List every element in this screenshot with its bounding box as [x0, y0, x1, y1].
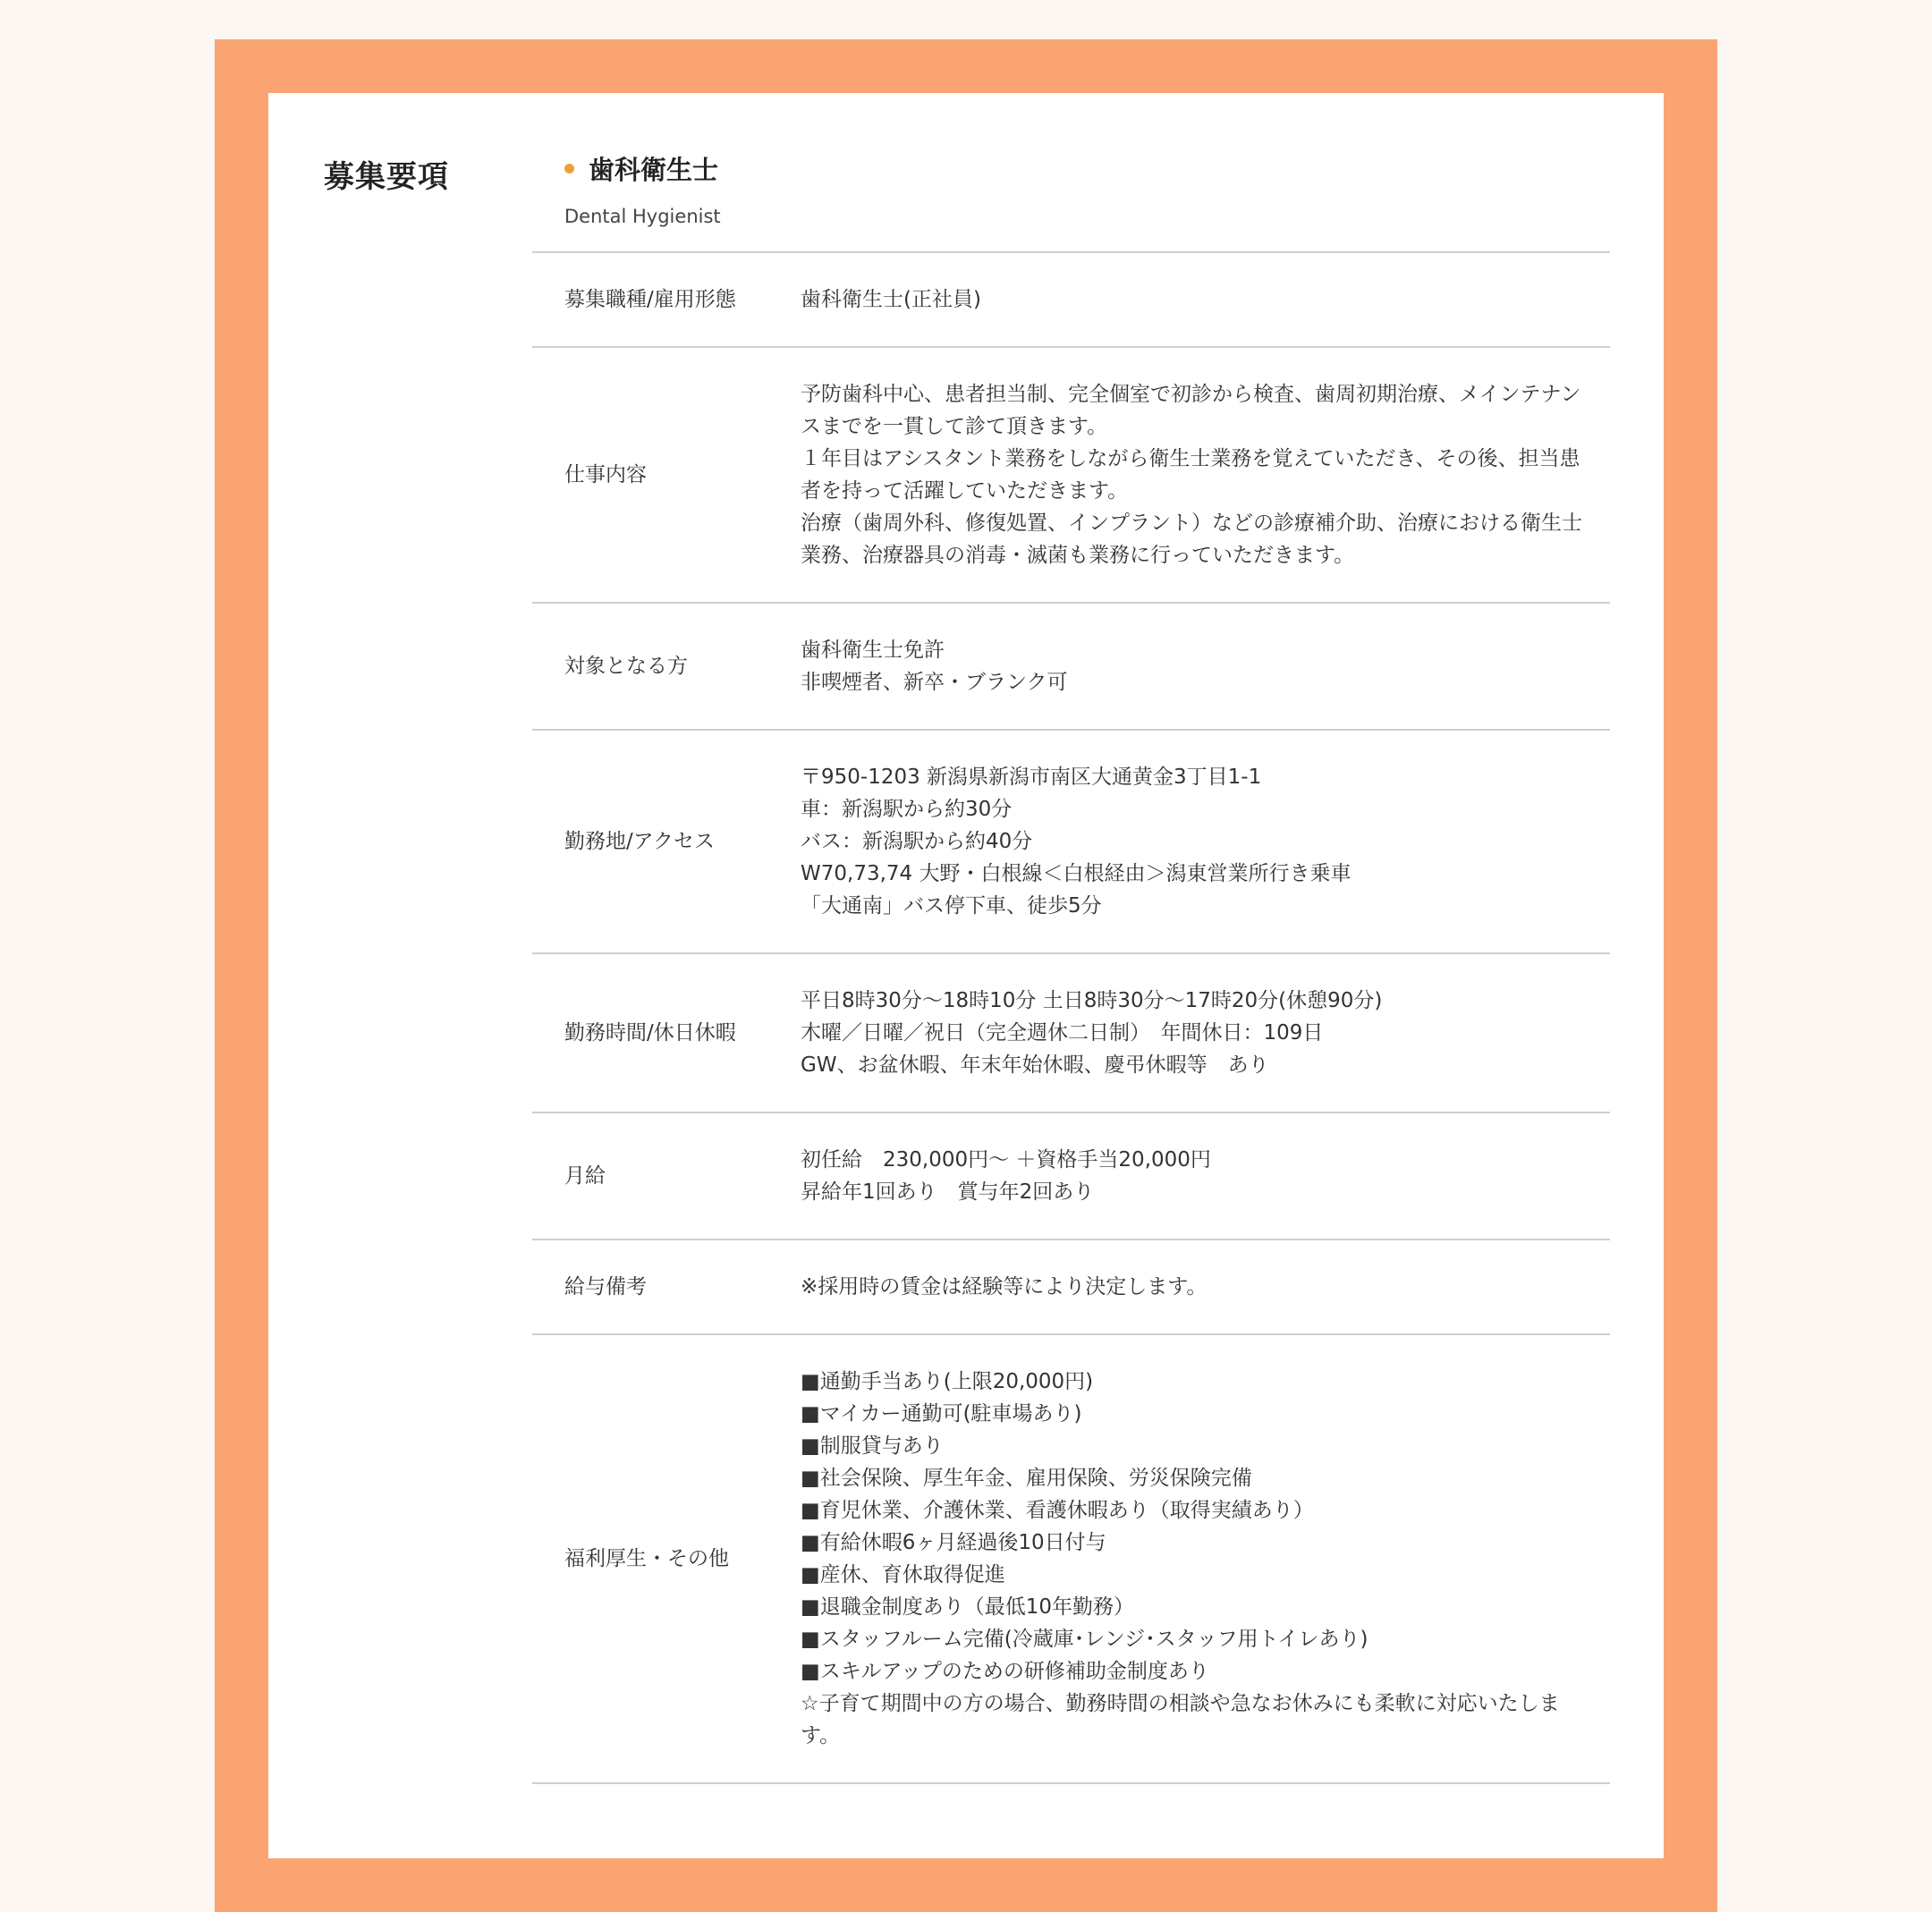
spec-row-eligibility — [532, 604, 1610, 731]
spec-value: 歯科衛生士免許 非喫煙者、新卒・ブランク可 — [801, 639, 1068, 694]
spec-label: 募集職種/雇用形態 — [564, 288, 736, 311]
spec-value: 初任給 230,000円〜 ＋資格手当20,000円 昇給年1回あり 賞与年2回あり — [801, 1148, 1211, 1204]
spec-value: ※採用時の賃金は経験等により決定します。 — [801, 1275, 1208, 1299]
spec-row-position — [532, 253, 1610, 348]
spec-label: 給与備考 — [564, 1275, 647, 1299]
job-title-text: 歯科衛生士 — [589, 154, 719, 185]
spec-row-benefits — [532, 1335, 1610, 1784]
job-subtitle: Dental Hygienist — [564, 206, 721, 227]
spec-row-salary-notes — [532, 1240, 1610, 1335]
spec-row-job-description — [532, 348, 1610, 604]
section-heading: 募集要項 — [324, 159, 449, 195]
spec-row-location-access — [532, 731, 1610, 954]
spec-row-hours-holidays — [532, 954, 1610, 1113]
spec-label: 対象となる方 — [564, 655, 688, 678]
recruitment-card — [268, 93, 1664, 1858]
spec-label: 勤務時間/休日休暇 — [564, 1021, 736, 1045]
spec-value: 平日8時30分〜18時10分 土日8時30分〜17時20分(休憩90分) 木曜／日曜／祝日（完全週休二日制） 年間休日：109日 GW、お盆休暇、年末年始休暇、慶弔休暇等 あり — [801, 989, 1383, 1077]
spec-label: 福利厚生・その他 — [564, 1547, 729, 1570]
spec-table — [532, 251, 1610, 1784]
spec-label: 仕事内容 — [564, 463, 647, 486]
job-content — [532, 147, 1610, 1784]
spec-row-monthly-salary — [532, 1113, 1610, 1240]
spec-label: 勤務地/アクセス — [564, 830, 716, 853]
spec-value: ■通勤手当あり(上限20,000円) ■マイカー通勤可(駐車場あり) ■制服貸与あり ■社会保険、厚生年金、雇用保険、労災保険完備 ■育児休業、介護休業、看護休暇あり（取得実績あり） ■有給休暇6ヶ月経過後10日付与 ■産休、育休取得促進 ■退職金制度あり（最低10年勤務） ■スタッフルーム完備(冷蔵庫･レンジ･スタッフ用トイレあり) ■スキルアップのための研修補助金制度あり ☆子育て期間中の方の場合、勤務時間の相談や急なお休みにも柔軟に対応いたします。 — [801, 1370, 1560, 1747]
spec-value: 歯科衛生士(正社員) — [801, 288, 981, 311]
spec-value: 〒950-1203 新潟県新潟市南区大通黄金3丁目1-1 車：新潟駅から約30分 バス：新潟駅から約40分 W70,73,74 大野・白根線＜白根経由＞潟東営業所行き乗車 「大通南」バス停下車、徒歩5分 — [801, 766, 1352, 918]
spec-value: 予防歯科中心、患者担当制、完全個室で初診から検査、歯周初期治療、メインテナンスまでを一貫して診て頂きます。 １年目はアシスタント業務をしながら衛生士業務を覚えていただき、その後、担当患者を持って活躍していただきます。 治療（歯周外科、修復処置、インプラント）などの診療補介助、治療における衛生士業務、治療器具の消毒・滅菌も業務に行っていただきます。 — [801, 383, 1582, 567]
spec-label: 月給 — [564, 1164, 606, 1188]
orange-frame — [215, 39, 1717, 1912]
bullet-dot-icon — [564, 164, 574, 173]
job-title — [532, 147, 1610, 190]
